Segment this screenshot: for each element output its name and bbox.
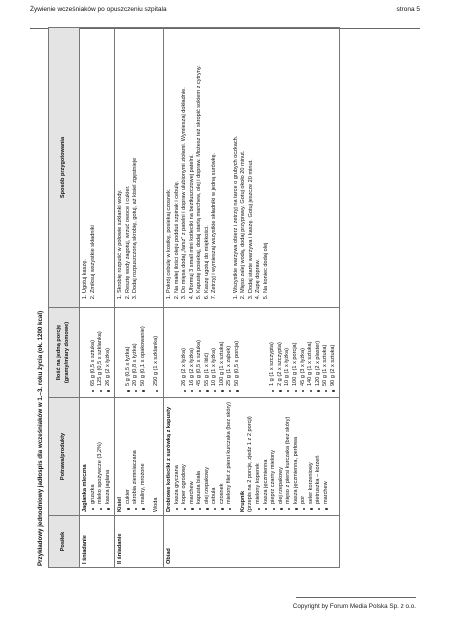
list-item: kasza jęczmienna, perłowa bbox=[293, 401, 301, 504]
dish-title: Drobiowe kotleciki z surówką z kapusty bbox=[166, 406, 173, 512]
dish-title: Krupnik bbox=[239, 490, 246, 512]
list-item: pietruszka – korzeń bbox=[315, 401, 323, 504]
header-qty: Ilość na jedną porcję (gramy/miary domowe) bbox=[49, 308, 80, 398]
qty-cell bbox=[115, 308, 164, 398]
list-item: skrobia ziemniaczana bbox=[132, 401, 140, 504]
table-row bbox=[80, 28, 115, 568]
list-item: 250 g (1 x szklanka) bbox=[153, 311, 161, 386]
table-header-row bbox=[49, 28, 80, 568]
list-item: 55 g (1 x liść) bbox=[204, 311, 212, 386]
list-item: 50 g (1 x sztuka) bbox=[322, 311, 330, 386]
list-item: gruszka bbox=[90, 401, 98, 504]
step: 4. Uformuj 3 small mini kotleciki na beztłuszczowej patelni. bbox=[189, 31, 197, 293]
step: 2. Mięso zalej wodą, dodaj przyprawy. Gotuj około 20 minut. bbox=[240, 31, 248, 293]
step: 5. Na koniec dodaj olej bbox=[263, 31, 271, 293]
qty-cell bbox=[164, 308, 340, 398]
header-products: Potrawa/produkty bbox=[49, 398, 80, 516]
footer-divider bbox=[296, 597, 416, 598]
list-item: kasza jęczmienna bbox=[263, 401, 271, 504]
list-item: 50 g (0,5 x porcja) bbox=[234, 311, 242, 386]
list-item: seler korzeniowy bbox=[308, 401, 316, 504]
step: 2. Zmiksuj wszystkie składniki bbox=[90, 31, 98, 293]
list-item: 16 g (2 x łyżka) bbox=[189, 311, 197, 386]
header-page-number: strona 5 bbox=[396, 6, 420, 13]
meal-cell: II śniadanie bbox=[115, 516, 164, 568]
method-cell bbox=[80, 28, 115, 308]
list-item: 140 g (1 x sztuka) bbox=[307, 311, 315, 386]
products-cell bbox=[115, 398, 164, 516]
list-item: 120 g (2 x plaster) bbox=[315, 311, 323, 386]
list-item: maliny, mrożone bbox=[140, 401, 148, 504]
list-item: por bbox=[300, 401, 308, 504]
list-item: marchew bbox=[189, 401, 197, 504]
list-item: marchew bbox=[323, 401, 331, 504]
list-item: 20 g (0,8 x łyżka) bbox=[132, 311, 140, 386]
step: 2. Resztę wody zagotuj, wrzuć owoce i cukier. bbox=[125, 31, 133, 293]
list-item: 100 g (1 x sztuka) bbox=[219, 311, 227, 386]
step: 6. Kaszę ugotuj do miękkości. bbox=[204, 31, 212, 293]
list-item: 26 g (2 x łyżka) bbox=[105, 311, 113, 386]
list-item: 125 g (0,5 x szklanka) bbox=[97, 311, 105, 386]
list-item: 25 g (1 x ząbek) bbox=[226, 311, 234, 386]
list-item: olej rzepakowy bbox=[278, 401, 286, 504]
list-item: kasza jaglana bbox=[105, 401, 113, 504]
list-item: mielony filet z piersi kurczaka (bez skóry) bbox=[226, 402, 233, 504]
list-item: 90 g (2 x sztuka) bbox=[330, 311, 338, 386]
list-item: mięso z piersi kurczaka (bez skóry) bbox=[285, 401, 293, 504]
dish-subtitle: (przepis na 2 porcje, zjedz 1 z 2 porcji) bbox=[247, 416, 254, 512]
extra-item: Woda bbox=[153, 497, 160, 512]
list-item: 65 g (0,5 x sztuka) bbox=[90, 311, 98, 386]
list-item: 10 g (1 x łyżka) bbox=[211, 311, 219, 386]
footer-copyright: Copyright by Forum Media Polska Sp. z o.o. bbox=[292, 603, 416, 610]
menu-table bbox=[48, 27, 340, 568]
rotated-table-area bbox=[34, 28, 420, 568]
list-item: 2 g (2 x szczypta) bbox=[277, 311, 285, 386]
list-item: 5 g (0,5 x łyżka) bbox=[125, 311, 133, 386]
list-item: 45 g (3 x łyżka) bbox=[300, 311, 308, 386]
rotated-content bbox=[34, 28, 420, 568]
dish-title: Jaglanka mleczna bbox=[82, 464, 88, 512]
list-item: 100 g (1 x porcja) bbox=[292, 311, 300, 386]
list-item: 50 g (0,1 x opakowanie) bbox=[140, 311, 148, 386]
meal-cell: I śniadanie bbox=[80, 516, 115, 568]
step: 3. Dodaj starte warzywa i kaszę. Gotuj jeszcze 20 minut. bbox=[248, 31, 256, 293]
step: 7. Zetrzyj i wymieszaj wszystkie składniki w jedną surówkę. bbox=[211, 31, 219, 293]
dish-title: Kisiel bbox=[117, 497, 124, 512]
list-item: 1 g (1 x szczypta) bbox=[269, 311, 277, 386]
method-cell bbox=[115, 28, 164, 308]
table-row bbox=[115, 28, 164, 568]
meal-cell: Obiad bbox=[164, 516, 340, 568]
list-item: pieprz czarny mielony bbox=[270, 401, 278, 504]
list-item: kasza gryczana bbox=[174, 401, 182, 504]
step: 3. Dodaj rozpuszczoną skrobię, gotuj, aż kisiel zgęstnieje bbox=[132, 31, 140, 293]
step: 5. Kapustę posiekaj, dodaj startą marchew, olej i dopraw. Możesz też skropić sokiem z cytryny. bbox=[196, 31, 204, 293]
step: 1. Ugotuj kaszę. bbox=[82, 31, 90, 293]
header-title: Żywienie wcześniaków po opuszczeniu szpitala bbox=[30, 6, 167, 13]
list-item: 26 g (2 x łyżka) bbox=[181, 311, 189, 386]
list-item: olej rzepakowy bbox=[204, 401, 212, 504]
table-row bbox=[164, 28, 340, 568]
products-cell bbox=[164, 398, 340, 516]
step: 4. Zupę dopraw. bbox=[255, 31, 263, 293]
step: 1. Skrobię rozpuść w połowie szklanki wody. bbox=[117, 31, 125, 293]
list-item: koper ogrodowy bbox=[181, 401, 189, 504]
step: 3. Do mięsa dodaj „farsz” z patelni i dopraw ulubionymi ziołami. Wymieszaj dokładnie. bbox=[181, 31, 189, 293]
products-cell bbox=[80, 398, 115, 516]
list-item: kapusta biała bbox=[196, 401, 204, 504]
step: 1. Wszystkie warzywa obierz i zetrzyj na tarce o grubych oczkach. bbox=[233, 31, 241, 293]
list-item: mielony koperek bbox=[255, 401, 263, 504]
list-item: mleko spożywcze (3,2%) bbox=[97, 401, 105, 504]
list-item: cebula bbox=[211, 401, 219, 504]
list-item: czosnek bbox=[219, 401, 227, 504]
table-title: Przykładowy jednodniowy jadłospis dla wcześniaków w 1.–3. roku życia (ok. 1200 kcal) bbox=[37, 310, 44, 566]
step: 1. Pokrój cebulę w kostkę, posiekaj czosnek. bbox=[166, 31, 174, 293]
page-header bbox=[30, 6, 420, 29]
method-cell bbox=[164, 28, 340, 308]
list-item: cukier bbox=[125, 401, 133, 504]
qty-cell bbox=[80, 308, 115, 398]
step: 2. Na małej ilości oleju podduś szpinak i cebulę. bbox=[174, 31, 182, 293]
header-method: Sposób przygotowania bbox=[49, 28, 80, 308]
header-meal: Posiłek bbox=[49, 516, 80, 568]
list-item: 45 g (0,5 x sztuka) bbox=[196, 311, 204, 386]
list-item: 10 g (1 x łyżka) bbox=[284, 311, 292, 386]
